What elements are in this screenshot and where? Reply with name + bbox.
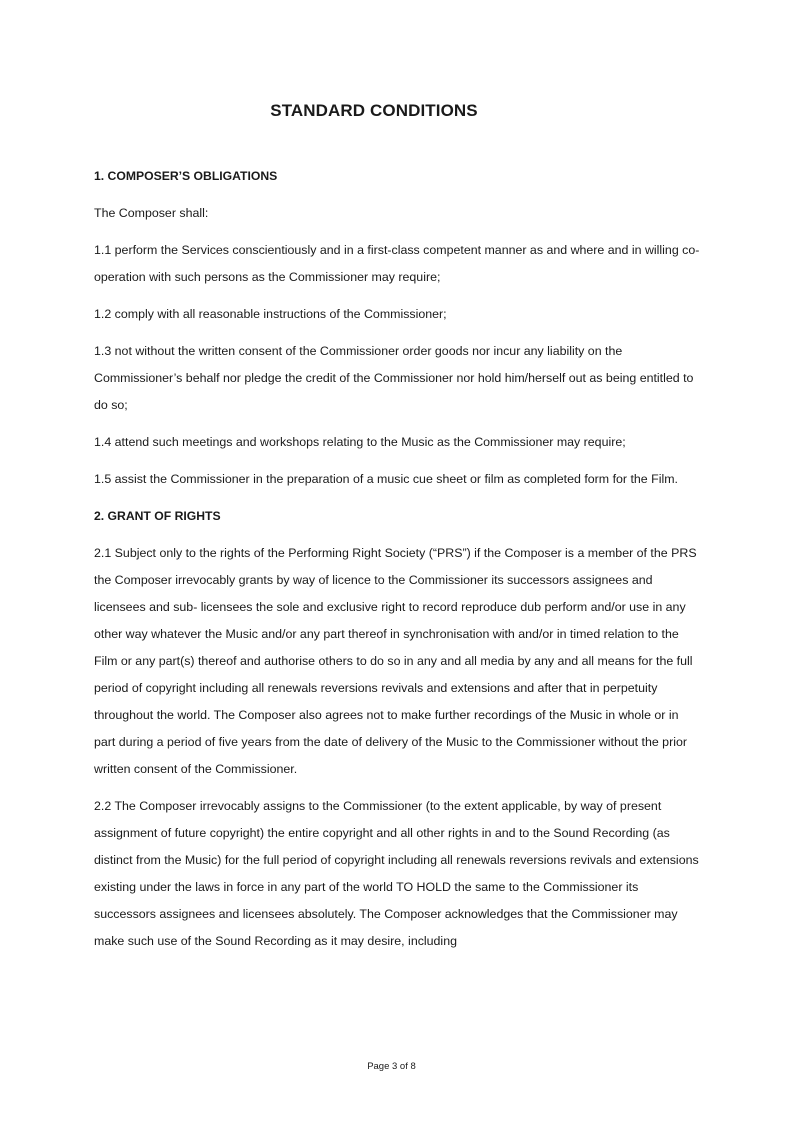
document-body: [94, 163, 700, 965]
clause-1-3: 1.3 not without the written consent of the Commissioner order goods nor incur any liability on the Commissioner’s behalf nor pledge the credit of the Commissioner nor hold him/herself out as being entitled to do so;: [94, 344, 694, 412]
clause-1-4: 1.4 attend such meetings and workshops relating to the Music as the Commissioner may require;: [94, 435, 626, 449]
clause-1-5: 1.5 assist the Commissioner in the preparation of a music cue sheet or film as completed form for the Film.: [94, 472, 678, 486]
section-1-intro: The Composer shall:: [94, 206, 209, 220]
section-1-heading: 1. COMPOSER’S OBLIGATIONS: [94, 169, 278, 183]
document-title: STANDARD CONDITIONS: [270, 101, 478, 120]
clause-2-1: 2.1 Subject only to the rights of the Performing Right Society (“PRS”) if the Composer is a member of the PRS the Composer irrevocably grants by way of licence to the Commissioner its successors assignees and licensees and sub- licensees the sole and exclusive right to record reproduce dub perform and/or use in any other way whatever the Music and/or any part thereof in synchronisation with and/or in timed relation to the Film or any part(s) thereof and authorise others to do so in any and all media by any and all means for the full period of copyright including all renewals reversions revivals and extensions and after that in perpetuity throughout the world. The Composer also agrees not to make further recordings of the Music in whole or in part during a period of five years from the date of delivery of the Music to the Commissioner without the prior written consent of the Commissioner.: [94, 546, 697, 776]
clause-2-2: 2.2 The Composer irrevocably assigns to the Commissioner (to the extent applicable, by way of present assignment of future copyright) the entire copyright and all other rights in and to the Sound Recording (as distinct from the Music) for the full period of copyright including all renewals reversions revivals and extensions existing under the laws in force in any part of the world TO HOLD the same to the Commissioner its successors assignees and licensees absolutely. The Composer acknowledges that the Commissioner may make such use of the Sound Recording as it may desire, including: [94, 799, 699, 948]
section-2-heading: 2. GRANT OF RIGHTS: [94, 509, 221, 523]
clause-1-2: 1.2 comply with all reasonable instructions of the Commissioner;: [94, 307, 447, 321]
page-number-footer: Page 3 of 8: [367, 1061, 416, 1072]
clause-1-1: 1.1 perform the Services conscientiously and in a first-class competent manner as and where and in willing co-operation with such persons as the Commissioner may require;: [94, 243, 700, 284]
